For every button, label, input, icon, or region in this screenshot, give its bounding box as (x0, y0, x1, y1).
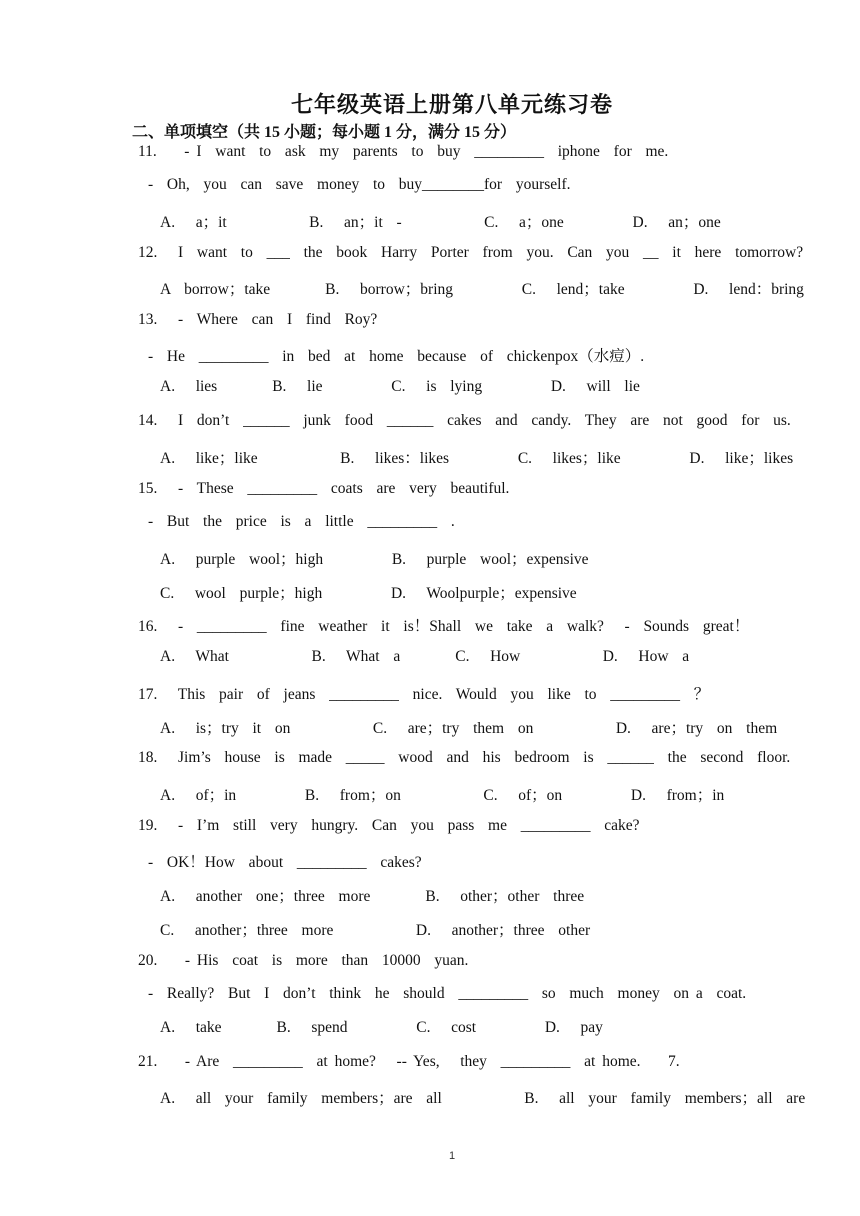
question-12-options: A borrow；take B. borrow；bring C. lend；take D. lend：bring (160, 281, 804, 298)
question-11-reply: - Oh, you can save money to buy________for yourself. (148, 176, 571, 193)
question-13: 13. - Where can I find Roy? (138, 311, 378, 328)
question-17-options: A. is；try it on C. are；try them on D. are；try on them (160, 720, 778, 737)
question-13-options: A. lies B. lie C. is lying D. will lie (160, 378, 640, 395)
question-14-options: A. like；like B. likes：likes C. likes；like D. like；likes (160, 450, 794, 467)
question-20-reply: - Really? But I don’t think he should _________ so much money on a coat. (148, 985, 747, 1002)
question-19-options-ab: A. another one；three more B. other；other three (160, 888, 585, 905)
section-heading: 二、单项填空（共 15 小题；每小题 1 分，满分 15 分） (132, 124, 517, 141)
page-title: 七年级英语上册第八单元练习卷 (290, 92, 613, 117)
question-17: 17. This pair of jeans _________ nice. Would you like to _________ ？ (138, 686, 710, 703)
question-18-options: A. of；in B. from；on C. of；on D. from；in (160, 787, 725, 804)
question-20: 20. - His coat is more than 10000 yuan. (138, 952, 469, 969)
question-15: 15. - These _________ coats are very beautiful. (138, 480, 510, 497)
question-18: 18. Jim’s house is made _____ wood and his bedroom is ______ the second floor. (138, 749, 791, 766)
question-15-reply: - But the price is a little _________ . (148, 513, 455, 530)
question-19-options-cd: C. another；three more D. another；three other (160, 922, 591, 939)
question-16-options: A. What B. What a C. How D. How a (160, 648, 690, 665)
question-19: 19. - I’m still very hungry. Can you pass me _________ cake? (138, 817, 640, 834)
question-19-reply: - OK！How about _________ cakes? (148, 854, 422, 871)
question-11: 11. - I want to ask my parents to buy _________ iphone for me. (138, 143, 669, 160)
question-11-options: A. a；it B. an；it - C. a；one D. an；one (160, 214, 721, 231)
question-13-reply: - He _________ in bed at home because of chickenpox（水痘）. (148, 348, 645, 365)
question-15-options-ab: A. purple wool；high B. purple wool；expensive (160, 551, 589, 568)
question-15-options-cd: C. wool purple；high D. Woolpurple；expensive (160, 585, 577, 602)
question-21: 21. - Are _________ at home? -- Yes, they _________ at home. 7. (138, 1053, 680, 1070)
question-14: 14. I don’t ______ junk food ______ cakes and candy. They are not good for us. (138, 412, 791, 429)
question-12: 12. I want to ___ the book Harry Porter from you. Can you __ it here tomorrow? (138, 244, 804, 261)
question-16: 16. - _________ fine weather it is！Shall we take a walk? - Sounds great！ (138, 618, 750, 635)
page-number: 1 (448, 1150, 456, 1162)
question-21-options: A. all your family members；are all B. all your family members；all are (160, 1090, 806, 1107)
question-20-options: A. take B. spend C. cost D. pay (160, 1019, 603, 1036)
